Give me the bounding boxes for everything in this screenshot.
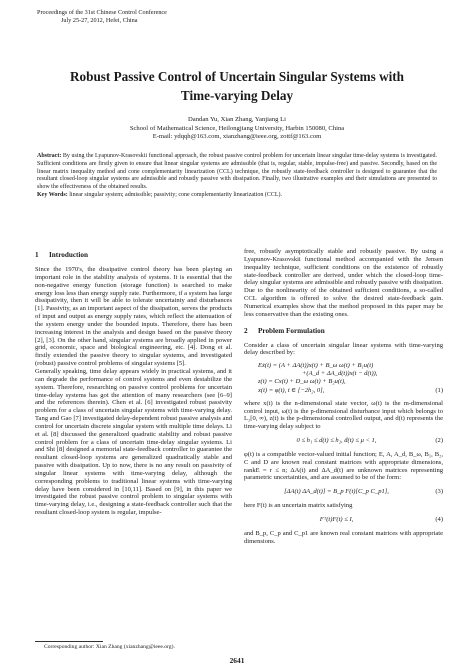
- intro-continuation: free, robustly asymptotically stable and robustly passive. By using a Lyapunov-Krasovskii functional method accompanied with the Jensen inequality technique, sufficient conditions on the existence of robustly state-feedback controller are derived, under which the closed-loop time-delay singular systems are admissible and robustly passive with dissipation. Due to the nonlinearity of the obtained sufficient conditions, a so-called CCL algorithm is offered to solve the desired state-feedback gain. Numerical examples show that the method proposed in this paper may be less conservative than the existing ones.: [244, 248, 443, 318]
- section-heading-introduction: [35, 251, 232, 260]
- author-names: Dandan Yu, Xian Zhang, Yanjiang Li: [188, 116, 286, 123]
- problem-paragraph-5: and B_p, C_p and C_p1 are known real constant matrices with appropriate dimensions.: [244, 529, 443, 545]
- intro-paragraph-1: Since the 1970's, the dissipative control theory has been playing an important role in the stability analysis of systems. It is essential that the non-negative energy function (storage function) is searched to make energy loss less than energy supply rate. Furthermore, if a system has large dissipativity, then it will be able to tolerate uncertainty and disturbances [1]. Passivity, as an important aspect of the dissipation, serves the products of input and output as energy supply rates, which reflect the attenuation of the system energy under the bounded inputs. Therefore, there has been increasing interest in the analysis and design based on the passive theory [2], [3]. On the other hand, singular systems are broadly applied in power grid, economic, space and biological engineering, etc. [4]. Dong et al. firstly extended the passive theory to singular systems, and investigated (robust) passive control problems of singular systems [5].: [35, 266, 232, 368]
- problem-paragraph-1: Consider a class of uncertain singular linear systems with time-varying delay described by:: [244, 341, 443, 357]
- title-line-1: Robust Passive Control of Uncertain Singular Systems with: [70, 69, 404, 84]
- author-email: E-mail: ydqqh@163.com, xianzhang@ieee.org, zottf@163.com: [152, 133, 322, 140]
- section-number: 1: [35, 251, 39, 259]
- equation-1-line-2: +(A_d + ΔA_d(t))x(t − d(t)),: [302, 370, 378, 378]
- proceedings-date: July 25-27, 2012, Hefei, China: [61, 17, 138, 24]
- equation-1-number: (1): [435, 386, 443, 394]
- footnote: Corresponding author: Xian Zhang (xianzhang@ieee.org).: [44, 644, 175, 650]
- page-number: 2641: [229, 656, 245, 665]
- equation-1: [244, 362, 443, 394]
- equation-2: [244, 437, 443, 445]
- section-title: Problem Formulation: [258, 326, 325, 335]
- problem-paragraph-3: φ(t) is a compatible vector-valued initial function; E, A, A_d, B_ω, B₁, B₂, C and D are known real constant matrices with appropriate dimensions, rankE = r ≤ n; ΔA(t) and ΔA_d(t) are unknown matrices representing parametric uncertainties, and are assumed to be of the form:: [244, 450, 443, 482]
- problem-paragraph-4: here F(t) is an uncertain matrix satisfying: [244, 502, 353, 510]
- equation-2-number: (2): [435, 437, 443, 445]
- proceedings-header: [37, 9, 167, 25]
- footnote-rule: [35, 641, 103, 642]
- abstract: [37, 153, 437, 200]
- equation-1-line-1: Eẋ(t) = (A + ΔA(t))x(t) + B_ω ω(t) + B₁u(t): [258, 362, 374, 370]
- abstract-text: By using the Lyapunov-Krasovskii functional approach, the robust passive control problem for uncertain linear singular time-delay systems is investigated. Sufficient conditions are firstly given to ensure that linear singular systems are admissible (that is, regular, stable, impulse-free) and passive. Secondly, based on the linear matrix inequality method and cone complementarity linearization (CCL) technique, the robustly state-feedback controller is designed to guarantee that the resultant closed-loop singular systems are admissible and robustly passive with dissipation. Finally, two illustrative examples and their simulations are presented to show the effectiveness of the obtained results.: [37, 153, 437, 190]
- equation-2-body: 0 ≤ h₁ ≤ d(t) ≤ h₂, ḋ(t) ≤ μ < 1,: [296, 437, 377, 445]
- section-title: Introduction: [49, 251, 89, 259]
- paper-title: [20, 67, 454, 105]
- section-number: 2: [244, 326, 248, 335]
- proceedings-name: Proceedings of the 31st Chinese Control Conference: [37, 9, 167, 16]
- problem-paragraph-2: where x(t) is the n-dimensional state vector, ω(t) is the m-dimensional control input, ω(t) is the p-dimensional disturbance input which belongs to L₂[0, ∞), z(t) is the p-dimensional controlled output, and d(t) represents the time-varying delay subject to: [244, 399, 443, 431]
- equation-3-body: [ΔA(t) ΔA_d(t)] = B_p F(t)[C_p C_p1],: [284, 488, 389, 496]
- equation-1-line-3: z(t) = Cx(t) + D_ω ω(t) + B₂u(t),: [258, 378, 346, 386]
- section-heading-problem-formulation: [244, 327, 443, 336]
- equation-4-body: Fᵀ(t)F(t) ≤ I,: [319, 515, 354, 523]
- title-line-2: Time-varying Delay: [180, 88, 294, 103]
- keywords-label: Key Words:: [37, 191, 68, 198]
- abstract-label: Abstract:: [37, 153, 62, 159]
- author-affiliation: School of Mathematical Science, Heilongjiang University, Harbin 150080, China: [129, 124, 345, 132]
- equation-3-number: (3): [435, 488, 443, 496]
- equation-3: [244, 488, 443, 496]
- left-column: [35, 248, 232, 517]
- author-block: [20, 116, 454, 142]
- right-column: [244, 248, 443, 545]
- equation-4: [244, 516, 443, 524]
- intro-paragraph-2: Generally speaking, time delay appears widely in practical systems, and it can degrade the performance of control systems and even destabilize the system. Therefore, researching on passive control problems for uncertain time-delay systems has got the attention of many researchers (see [6–9] and the references therein). Chen et al. [6] investigated robust passivity problem for a class of uncertain singular systems with time-varying delay. Tang and Gao [7] investigated delay-dependent robust passive analysis and control for uncertain discrete singular system with multiple time delays. Li et al. [8] discussed the generalized quadratic stability and robust passive control problem for a class of uncertain time-delay singular systems. Li and Shi [8] designed a memorial state-feedback controller to guarantee the resultant closed-loop systems are generalized quadratically stable and passive with dissipation. Up to now, there is no any result on passivity of singular linear systems with time-varying delay, although the corresponding problems to traditional linear systems with time-varying delay have been considered in [10,11]. Based on [9], in this paper we investigated the robust passive control problem to singular systems with time-varying delay, i.e., designing a state-feedback controller such that the resultant closed-loop system is regular, impulse-: [35, 367, 232, 517]
- equation-4-number: (4): [435, 515, 443, 523]
- equation-1-line-4: x(t) = φ(t), t ∈ [−2h₂, 0],: [258, 386, 325, 394]
- keywords-text: linear singular system; admissible; passivity; cone complementarity linearization (CCL).: [69, 191, 283, 198]
